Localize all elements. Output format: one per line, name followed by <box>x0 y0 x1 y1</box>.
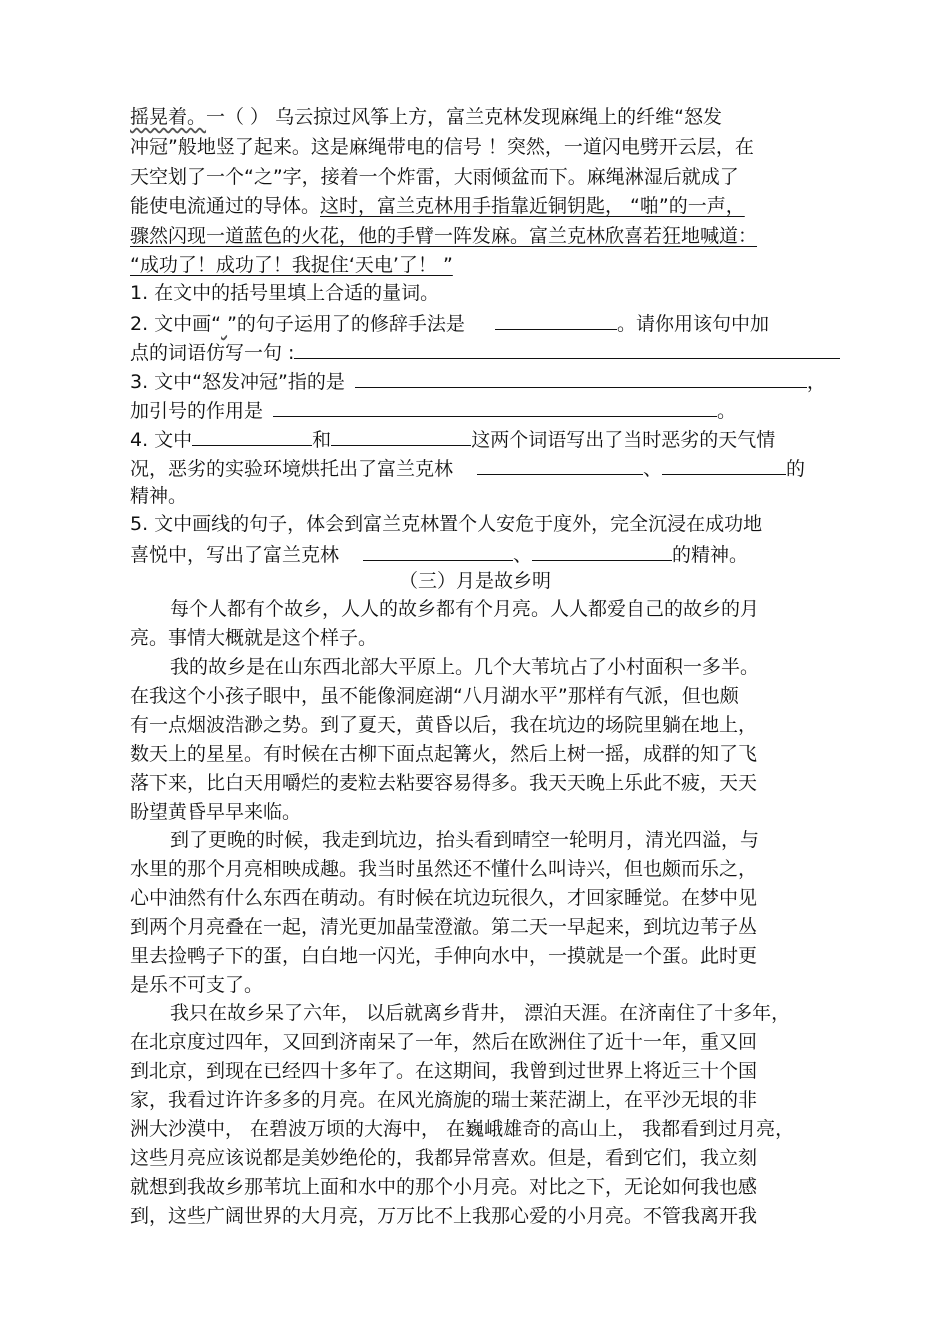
paragraph-line: 里去捡鸭子下的蛋，白白地一闪光，手伸向水中，一摸就是一个蛋。此时更 <box>130 945 758 967</box>
passage-line: 天空划了一个“之”字，接着一个炸雷，大雨倾盆而下。麻绳淋湿后就成了 <box>130 166 739 188</box>
paragraph-line: 落下来，比白天用嚼烂的麦粒去粘要容易得多。我天天晚上乐此不疲，天天 <box>130 772 758 794</box>
underlined-sentence: “成功了！成功了！我捉住‘天电’了！ ” <box>130 254 453 276</box>
question-text: ”的句子运用了的修辞手法是 <box>227 313 465 335</box>
question-text: 的精神。 <box>672 544 749 566</box>
answer-blank[interactable] <box>355 367 807 388</box>
passage-text: 一（ ） 乌云掠过风筝上方，富兰克林发现麻绳上的纤维“怒发 <box>206 106 722 128</box>
question-text: 况，恶劣的实验环境烘托出了富兰克林 <box>130 458 454 480</box>
passage-line <box>130 193 745 219</box>
question-4 <box>130 425 775 453</box>
answer-blank[interactable] <box>331 425 471 446</box>
question-3-cont <box>130 396 736 424</box>
question-4-cont <box>130 454 805 482</box>
question-text: 加引号的作用是 <box>130 400 264 422</box>
question-text: ， <box>806 371 826 393</box>
section-title: （三）月是故乡明 <box>398 570 551 592</box>
underlined-sentence: 这时，富兰克林用手指靠近铜钥匙， “啪”的一声， <box>320 195 745 217</box>
question-text: 2. 文中画“ <box>130 313 222 335</box>
paragraph-line: 家，我看过许许多多的月亮。在风光旖旎的瑞士莱茫湖上，在平沙无垠的非 <box>130 1089 758 1111</box>
question-text: 。 <box>717 400 737 422</box>
paragraph-line: 数天上的星星。有时候在古柳下面点起篝火，然后上树一摇，成群的知了飞 <box>130 743 758 765</box>
answer-blank[interactable] <box>273 396 717 417</box>
question-text: 和 <box>312 429 332 451</box>
paragraph-line: 亮。事情大概就是这个样子。 <box>130 627 378 649</box>
paragraph-line: 在我这个小孩子眼中，虽不能像洞庭湖“八月湖水平”那样有气派，但也颇 <box>130 685 739 707</box>
paragraph-line: 在北京度过四年，又回到济南呆了一年，然后在欧洲住了近十一年，重又回 <box>130 1031 758 1053</box>
passage-line <box>130 104 722 130</box>
paragraph-line: 是乐不可支了。 <box>130 974 264 996</box>
answer-blank[interactable] <box>294 338 840 359</box>
paragraph-line: 心中油然有什么东西在萌动。有时候在坑边玩很久，才回家睡觉。在梦中见 <box>130 887 758 909</box>
paragraph-line: 到两个月亮叠在一起，清光更加晶莹澄澈。第二天一早起来，到坑边苇子丛 <box>130 916 758 938</box>
paragraph-line: 到了更晚的时候，我走到坑边，抬头看到晴空一轮明月，清光四溢，与 <box>170 829 760 851</box>
question-2 <box>130 309 769 337</box>
question-text: 点的词语仿写一句 : <box>130 342 295 364</box>
paragraph-line: 我的故乡是在山东西北部大平原上。几个大苇坑占了小村面积一多半。 <box>170 656 760 678</box>
question-text: 4. 文中 <box>130 429 193 451</box>
question-text: 的 <box>786 458 806 480</box>
question-text: 喜悦中，写出了富兰克林 <box>130 544 340 566</box>
question-text: 3. 文中“怒发冲冠”指的是 <box>130 371 345 393</box>
answer-blank[interactable] <box>662 454 786 475</box>
question-text: 、 <box>643 458 663 480</box>
answer-blank[interactable] <box>192 425 312 446</box>
answer-blank[interactable] <box>363 540 513 561</box>
question-text: 。请你用该句中加 <box>616 313 769 335</box>
question-1: 1. 在文中的括号里填上合适的量词。 <box>130 282 440 304</box>
paragraph-line: 我只在故乡呆了六年， 以后就离乡背井， 漂泊天涯。在济南住了十多年， <box>170 1002 791 1024</box>
question-4-end: 精神。 <box>130 485 188 507</box>
question-5: 5. 文中画线的句子，体会到富兰克林置个人安危于度外，完全沉浸在成功地 <box>130 513 763 535</box>
question-5-cont <box>130 540 748 568</box>
passage-text: 能使电流通过的导体。 <box>130 195 321 217</box>
question-text: 这两个词语写出了当时恶劣的天气情 <box>471 429 776 451</box>
paragraph-line: 每个人都有个故乡，人人的故乡都有个月亮。人人都爱自己的故乡的月 <box>170 598 760 620</box>
question-text: 、 <box>513 544 533 566</box>
question-2-cont <box>130 338 840 366</box>
passage-line: 冲冠”般地竖了起来。这是麻绳带电的信号 ！突然，一道闪电劈开云层，在 <box>130 136 754 158</box>
underlined-sentence: 骤然闪现一道蓝色的火花，他的手臂一阵发麻。富兰克林欣喜若狂地喊道： <box>130 225 758 247</box>
answer-blank[interactable] <box>477 454 643 475</box>
answer-blank[interactable] <box>495 309 617 330</box>
answer-blank[interactable] <box>532 540 672 561</box>
paragraph-line: 就想到我故乡那苇坑上面和水中的那个小月亮。对比之下，无论如何我也感 <box>130 1176 758 1198</box>
paragraph-line: 到北京，到现在已经四十多年了。在这期间，我曾到过世界上将近三十个国 <box>130 1060 758 1082</box>
wavy-underlined-text: 摇晃着。 <box>130 106 207 128</box>
paragraph-line: 这些月亮应该说都是美妙绝伦的，我都异常喜欢。但是，看到它们，我立刻 <box>130 1147 758 1169</box>
paragraph-line: 有一点烟波浩渺之势。到了夏天，黄昏以后，我在坑边的场院里躺在地上， <box>130 714 758 736</box>
paragraph-line: 洲大沙漠中， 在碧波万顷的大海中， 在巍峨雄奇的高山上， 我都看到过月亮， <box>130 1118 795 1140</box>
paragraph-line: 盼望黄昏早早来临。 <box>130 801 302 823</box>
question-3 <box>130 367 826 395</box>
paragraph-line: 到，这些广阔世界的大月亮，万万比不上我那心爱的小月亮。不管我离开我 <box>130 1205 758 1227</box>
paragraph-line: 水里的那个月亮相映成趣。我当时虽然还不懂什么叫诗兴，但也颇而乐之， <box>130 858 758 880</box>
